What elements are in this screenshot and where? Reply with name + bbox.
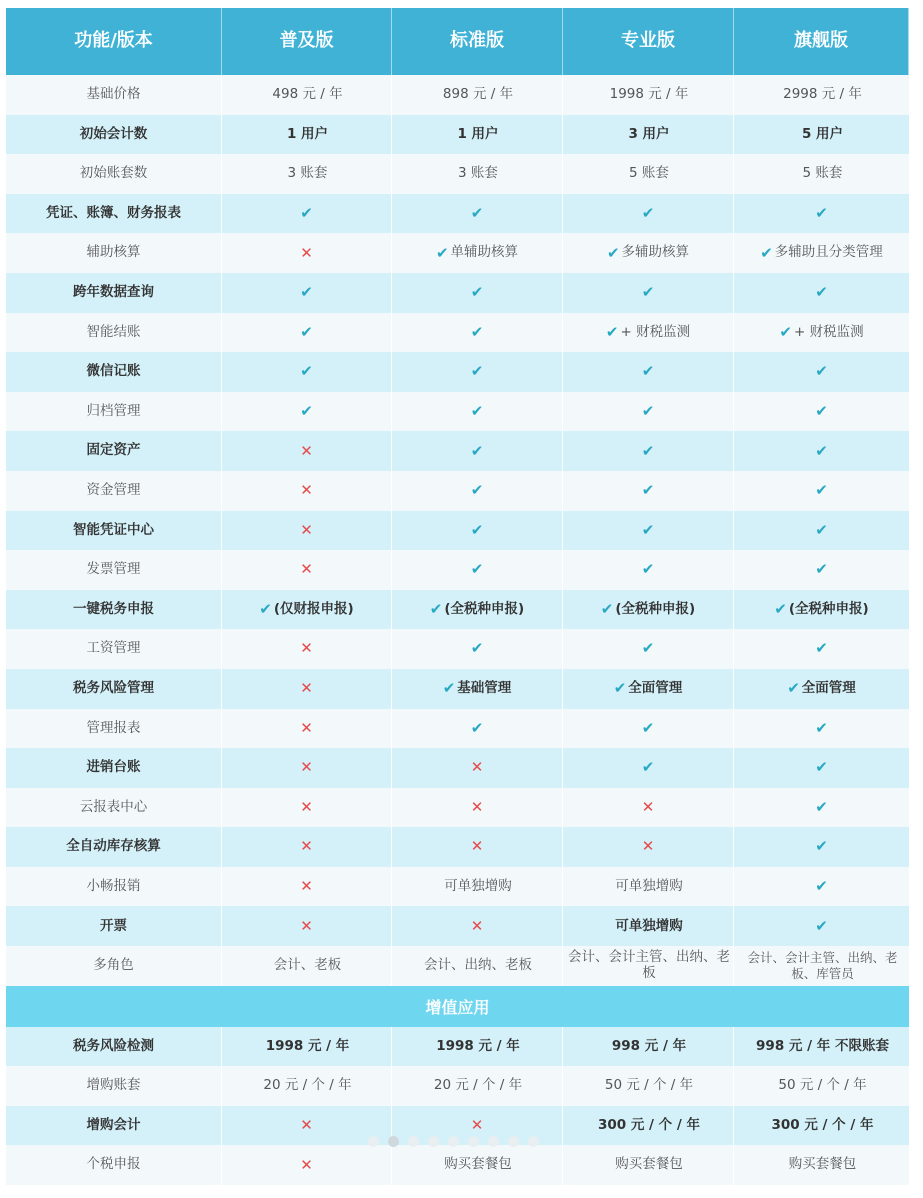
cell-text: 3 账套 <box>287 165 328 182</box>
cross-icon: ✕ <box>300 243 313 262</box>
table-cell <box>563 392 734 432</box>
check-icon: ✔ <box>779 322 792 341</box>
header-feature: 功能/版本 <box>6 8 222 75</box>
table-cell <box>734 1106 909 1146</box>
check-icon: ✔ <box>641 718 655 737</box>
carousel-dot[interactable] <box>448 1136 459 1147</box>
table-cell <box>222 154 392 194</box>
check-icon: ✔ <box>435 243 449 262</box>
table-cell <box>392 906 563 946</box>
cell-text: 可单独增购 <box>615 917 683 934</box>
check-icon: ✔ <box>815 797 828 816</box>
check-icon: ✔ <box>470 401 484 420</box>
cross-icon: ✕ <box>470 758 484 777</box>
check-icon: ✔ <box>470 718 484 737</box>
cell-text: 多辅助且分类管理 <box>774 244 883 261</box>
cross-icon: ✕ <box>300 837 313 856</box>
check-icon: ✔ <box>815 520 828 539</box>
cross-icon: ✕ <box>300 441 313 460</box>
check-icon: ✔ <box>815 916 828 935</box>
table-cell <box>222 1145 392 1185</box>
table-cell <box>563 748 734 788</box>
header-basic: 普及版 <box>222 8 392 75</box>
table-cell <box>734 827 909 867</box>
check-icon: ✔ <box>760 243 773 262</box>
check-icon: ✔ <box>815 362 828 381</box>
table-cell <box>222 550 392 590</box>
check-icon: ✔ <box>605 322 619 341</box>
table-cell <box>222 273 392 313</box>
table-cell <box>392 194 563 234</box>
check-icon: ✔ <box>641 639 655 658</box>
table-cell <box>222 669 392 709</box>
table-cell <box>563 1027 734 1067</box>
cell-text: 购买套餐包 <box>444 1156 512 1173</box>
check-icon: ✔ <box>300 203 313 222</box>
table-cell <box>222 1106 392 1146</box>
check-icon: ✔ <box>259 599 272 618</box>
table-cell <box>563 75 734 115</box>
cell-text: 1998 元 / 年 <box>265 1037 350 1054</box>
row-label: 初始会计数 <box>6 115 222 155</box>
table-cell <box>734 194 909 234</box>
check-icon: ✔ <box>641 758 655 777</box>
cell-text: 2998 元 / 年 <box>783 86 862 103</box>
row-label: 一键税务申报 <box>6 590 222 630</box>
cross-icon: ✕ <box>470 797 484 816</box>
cell-text: 3 用户 <box>628 125 670 142</box>
cell-text: 基础管理 <box>457 679 512 696</box>
table-cell <box>222 1027 392 1067</box>
cross-icon: ✕ <box>641 837 655 856</box>
check-icon: ✔ <box>815 758 828 777</box>
row-label: 开票 <box>6 906 222 946</box>
check-icon: ✔ <box>300 283 313 302</box>
table-cell <box>734 669 909 709</box>
table-cell <box>734 629 909 669</box>
cell-text: (全税种申报) <box>444 600 525 617</box>
row-label: 增购会计 <box>6 1106 222 1146</box>
row-label: 云报表中心 <box>6 788 222 828</box>
table-cell <box>222 471 392 511</box>
cell-text: (全税种申报) <box>788 600 869 617</box>
cell-text: 多辅助核算 <box>621 244 690 261</box>
row-label: 辅助核算 <box>6 233 222 273</box>
cross-icon: ✕ <box>300 481 313 500</box>
table-cell <box>563 1145 734 1185</box>
cell-text: 会计、出纳、老板 <box>424 957 532 974</box>
row-label: 全自动库存核算 <box>6 827 222 867</box>
check-icon: ✔ <box>470 362 484 381</box>
check-icon: ✔ <box>641 203 655 222</box>
check-icon: ✔ <box>815 401 828 420</box>
table-cell <box>222 590 392 630</box>
carousel-dot[interactable] <box>488 1136 499 1147</box>
check-icon: ✔ <box>470 441 484 460</box>
header-flagship: 旗舰版 <box>734 8 909 75</box>
cell-text: 20 元 / 个 / 年 <box>433 1077 523 1094</box>
row-label: 税务风险检测 <box>6 1027 222 1067</box>
table-cell <box>734 550 909 590</box>
cross-icon: ✕ <box>470 837 484 856</box>
table-cell <box>222 709 392 749</box>
check-icon: ✔ <box>470 481 484 500</box>
table-cell <box>563 788 734 828</box>
table-cell <box>222 431 392 471</box>
cell-text: + 财税监测 <box>793 323 864 340</box>
row-label: 微信记账 <box>6 352 222 392</box>
table-cell <box>563 827 734 867</box>
table-cell <box>392 352 563 392</box>
check-icon: ✔ <box>641 283 655 302</box>
header-standard: 标准版 <box>392 8 563 75</box>
cross-icon: ✕ <box>300 1155 313 1174</box>
table-cell <box>392 1066 563 1106</box>
check-icon: ✔ <box>470 639 484 658</box>
cell-text: 可单独增购 <box>444 877 512 894</box>
table-cell <box>563 511 734 551</box>
row-label: 固定资产 <box>6 431 222 471</box>
table-cell <box>734 946 909 986</box>
check-icon: ✔ <box>641 560 655 579</box>
table-cell <box>222 748 392 788</box>
table-cell <box>563 154 734 194</box>
cross-icon: ✕ <box>300 877 313 896</box>
table-cell <box>222 115 392 155</box>
table-cell <box>392 669 563 709</box>
table-cell <box>734 233 909 273</box>
table-cell <box>734 273 909 313</box>
table-cell <box>392 273 563 313</box>
cross-icon: ✕ <box>300 797 313 816</box>
check-icon: ✔ <box>613 679 627 698</box>
table-cell <box>734 867 909 907</box>
table-cell <box>734 1066 909 1106</box>
row-label: 资金管理 <box>6 471 222 511</box>
cell-text: 会计、会计主管、出纳、老板 <box>568 949 730 981</box>
cell-text: 1998 元 / 年 <box>436 1037 520 1054</box>
check-icon: ✔ <box>641 362 655 381</box>
check-icon: ✔ <box>600 599 614 618</box>
cross-icon: ✕ <box>641 797 655 816</box>
cell-text: 5 账套 <box>629 165 669 182</box>
table-cell <box>563 629 734 669</box>
check-icon: ✔ <box>815 203 828 222</box>
carousel-dot[interactable] <box>388 1136 399 1147</box>
table-cell <box>392 313 563 353</box>
row-label: 个税申报 <box>6 1145 222 1185</box>
check-icon: ✔ <box>300 322 313 341</box>
cross-icon: ✕ <box>300 718 313 737</box>
check-icon: ✔ <box>815 877 828 896</box>
table-cell <box>222 629 392 669</box>
check-icon: ✔ <box>429 599 443 618</box>
check-icon: ✔ <box>815 481 828 500</box>
table-cell <box>734 352 909 392</box>
cross-icon: ✕ <box>300 916 313 935</box>
check-icon: ✔ <box>641 520 655 539</box>
table-cell <box>222 233 392 273</box>
row-label: 初始账套数 <box>6 154 222 194</box>
row-label: 发票管理 <box>6 550 222 590</box>
check-icon: ✔ <box>787 679 800 698</box>
check-icon: ✔ <box>641 401 655 420</box>
table-cell <box>563 194 734 234</box>
cell-text: 会计、会计主管、出纳、老板、库管员 <box>747 950 898 981</box>
table-cell <box>734 1027 909 1067</box>
cell-text: 购买套餐包 <box>615 1156 683 1173</box>
table-cell <box>392 629 563 669</box>
cell-text: 50 元 / 个 / 年 <box>604 1077 694 1094</box>
table-cell <box>392 1145 563 1185</box>
cell-text: 998 元 / 年 不限账套 <box>756 1037 889 1054</box>
cell-text: 5 账套 <box>802 165 843 182</box>
check-icon: ✔ <box>641 481 655 500</box>
table-cell <box>563 471 734 511</box>
table-cell <box>734 392 909 432</box>
cell-text: (仅财报申报) <box>273 600 354 617</box>
table-cell <box>563 669 734 709</box>
row-label: 增购账套 <box>6 1066 222 1106</box>
row-label: 工资管理 <box>6 629 222 669</box>
table-cell <box>392 233 563 273</box>
table-cell <box>563 550 734 590</box>
table-cell <box>222 906 392 946</box>
table-cell <box>392 431 563 471</box>
table-cell <box>392 867 563 907</box>
table-cell <box>392 590 563 630</box>
table-cell <box>563 313 734 353</box>
carousel-dots <box>368 1136 539 1147</box>
cell-text: 单辅助核算 <box>450 244 519 261</box>
cell-text: 50 元 / 个 / 年 <box>778 1077 867 1094</box>
check-icon: ✔ <box>815 441 828 460</box>
check-icon: ✔ <box>815 718 828 737</box>
check-icon: ✔ <box>442 679 456 698</box>
check-icon: ✔ <box>815 639 828 658</box>
carousel-dot[interactable] <box>528 1136 539 1147</box>
table-cell <box>222 75 392 115</box>
carousel-dot[interactable] <box>468 1136 479 1147</box>
row-label: 税务风险管理 <box>6 669 222 709</box>
table-cell <box>222 1066 392 1106</box>
cross-icon: ✕ <box>300 679 313 698</box>
check-icon: ✔ <box>300 401 313 420</box>
check-icon: ✔ <box>606 243 620 262</box>
carousel-dot[interactable] <box>408 1136 419 1147</box>
cell-text: 5 用户 <box>801 125 844 142</box>
table-cell <box>392 748 563 788</box>
table-cell <box>392 946 563 986</box>
cross-icon: ✕ <box>300 560 313 579</box>
cell-text: 购买套餐包 <box>788 1156 857 1173</box>
cell-text: 898 元 / 年 <box>442 86 514 103</box>
table-cell <box>563 867 734 907</box>
table-cell <box>734 75 909 115</box>
table-cell <box>392 115 563 155</box>
cell-text: 1 用户 <box>286 125 329 142</box>
table-cell <box>392 788 563 828</box>
check-icon: ✔ <box>470 203 484 222</box>
table-cell <box>563 709 734 749</box>
table-cell <box>563 115 734 155</box>
check-icon: ✔ <box>470 520 484 539</box>
carousel-dot[interactable] <box>428 1136 439 1147</box>
check-icon: ✔ <box>470 560 484 579</box>
check-icon: ✔ <box>470 283 484 302</box>
check-icon: ✔ <box>815 283 828 302</box>
header-professional: 专业版 <box>563 8 734 75</box>
cross-icon: ✕ <box>470 916 484 935</box>
table-cell <box>392 75 563 115</box>
table-cell <box>734 511 909 551</box>
table-cell <box>392 154 563 194</box>
check-icon: ✔ <box>815 837 828 856</box>
carousel-dot[interactable] <box>508 1136 519 1147</box>
table-cell <box>563 431 734 471</box>
table-cell <box>222 352 392 392</box>
table-cell <box>734 590 909 630</box>
table-cell <box>563 352 734 392</box>
table-cell <box>392 709 563 749</box>
check-icon: ✔ <box>774 599 787 618</box>
table-cell <box>563 233 734 273</box>
cell-text: 可单独增购 <box>615 877 683 894</box>
table-cell <box>222 946 392 986</box>
cell-text: 会计、老板 <box>273 957 342 974</box>
row-label: 归档管理 <box>6 392 222 432</box>
table-cell <box>563 906 734 946</box>
table-cell <box>222 788 392 828</box>
pricing-table <box>6 8 909 1185</box>
table-cell <box>734 1145 909 1185</box>
table-cell <box>734 313 909 353</box>
cell-text: 1 用户 <box>457 125 499 142</box>
table-cell <box>222 392 392 432</box>
table-cell <box>563 1106 734 1146</box>
table-cell <box>563 590 734 630</box>
row-label: 智能结账 <box>6 313 222 353</box>
check-icon: ✔ <box>815 560 828 579</box>
row-label: 基础价格 <box>6 75 222 115</box>
cell-text: + 财税监测 <box>620 323 691 340</box>
section-header-value-added: 增值应用 <box>6 986 909 1027</box>
table-cell <box>222 194 392 234</box>
cross-icon: ✕ <box>300 639 313 658</box>
table-cell <box>222 827 392 867</box>
table-cell <box>734 906 909 946</box>
cell-text: 全面管理 <box>801 679 856 696</box>
cross-icon: ✕ <box>300 520 313 539</box>
cell-text: 3 账套 <box>458 165 498 182</box>
table-cell <box>392 471 563 511</box>
table-cell <box>734 788 909 828</box>
cell-text: 20 元 / 个 / 年 <box>263 1077 352 1094</box>
table-cell <box>392 550 563 590</box>
check-icon: ✔ <box>300 362 313 381</box>
cell-text: 300 元 / 个 / 年 <box>771 1116 874 1133</box>
table-cell <box>392 392 563 432</box>
table-cell <box>392 827 563 867</box>
cross-icon: ✕ <box>470 1116 484 1135</box>
row-label: 多角色 <box>6 946 222 986</box>
table-cell <box>734 115 909 155</box>
cell-text: 998 元 / 年 <box>611 1037 687 1054</box>
table-cell <box>222 867 392 907</box>
cell-text: 300 元 / 个 / 年 <box>597 1116 701 1133</box>
carousel-dot[interactable] <box>368 1136 379 1147</box>
table-cell <box>392 1027 563 1067</box>
table-cell <box>734 154 909 194</box>
table-cell <box>734 431 909 471</box>
cross-icon: ✕ <box>300 758 313 777</box>
table-cell <box>563 946 734 986</box>
cross-icon: ✕ <box>300 1116 313 1135</box>
row-label: 跨年数据查询 <box>6 273 222 313</box>
table-cell <box>392 511 563 551</box>
table-cell <box>734 709 909 749</box>
row-label: 凭证、账簿、财务报表 <box>6 194 222 234</box>
row-label: 小畅报销 <box>6 867 222 907</box>
table-cell <box>222 313 392 353</box>
table-cell <box>734 471 909 511</box>
row-label: 进销台账 <box>6 748 222 788</box>
table-cell <box>563 273 734 313</box>
cell-text: 全面管理 <box>628 679 683 696</box>
cell-text: 1998 元 / 年 <box>609 86 689 103</box>
check-icon: ✔ <box>470 322 484 341</box>
table-cell <box>563 1066 734 1106</box>
row-label: 智能凭证中心 <box>6 511 222 551</box>
cell-text: (全税种申报) <box>615 600 696 617</box>
table-cell <box>734 748 909 788</box>
cell-text: 498 元 / 年 <box>272 86 343 103</box>
table-cell <box>222 511 392 551</box>
row-label: 管理报表 <box>6 709 222 749</box>
check-icon: ✔ <box>641 441 655 460</box>
